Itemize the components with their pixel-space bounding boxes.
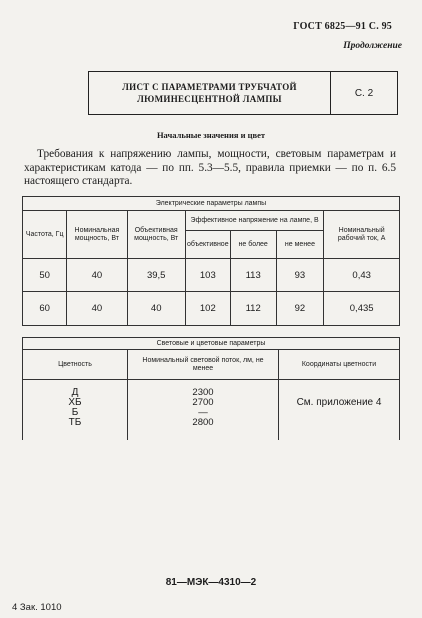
table-cell: 40	[127, 292, 185, 326]
table-cell: 39,5	[127, 259, 185, 292]
requirements-paragraph: Требования к напряжению лампы, мощности, световым параметрам и характеристикам катода — по пп. 5.3—5.5, правила приемки — по п. 6.5 настоящего стандарта.	[24, 148, 396, 187]
table-cell: 92	[276, 292, 324, 326]
sheet-title: ЛИСТ С ПАРАМЕТРАМИ ТРУБЧАТОЙ ЛЮМИНЕСЦЕНТНОЙ ЛАМПЫ	[89, 72, 331, 114]
color-d: Д	[71, 387, 79, 398]
electrical-parameters-table	[22, 196, 400, 326]
col-voltage-min: не менее	[276, 231, 324, 259]
color-list	[23, 380, 128, 440]
table-cell: 103	[185, 259, 230, 292]
color-tb: ТБ	[68, 417, 82, 428]
col-voltage-group: Эффективное напряжение на лампе, В	[185, 211, 323, 231]
table-cell: 112	[230, 292, 276, 326]
coords-note: См. приложение 4	[279, 380, 400, 440]
gost-page-header: ГОСТ 6825—91 С. 95	[293, 21, 392, 32]
section-title: Начальные значения и цвет	[156, 130, 266, 140]
col-color: Цветность	[23, 350, 128, 380]
table-cell: 40	[67, 292, 127, 326]
col-color-coordinates: Координаты цветности	[279, 350, 400, 380]
electrical-table-title: Электрические параметры лампы	[23, 197, 400, 211]
document-code: 81—МЭК—4310—2	[165, 577, 257, 588]
flux-d: 2300	[192, 387, 214, 398]
table-cell: 0,435	[324, 292, 400, 326]
table-cell: 0,43	[324, 259, 400, 292]
col-voltage-objective: объективное	[185, 231, 230, 259]
flux-khb: 2700	[192, 397, 214, 408]
col-current: Номинальный рабочий ток, А	[324, 211, 400, 259]
sheet-number: С. 2	[354, 87, 374, 99]
col-objective-power: Объективная мощность, Вт	[127, 211, 185, 259]
table-cell: 60	[23, 292, 67, 326]
table-cell: 50	[23, 259, 67, 292]
table-row	[23, 259, 400, 292]
sheet-title-box	[88, 71, 398, 115]
color-khb: ХБ	[68, 397, 82, 408]
photometric-table-title: Световые и цветовые параметры	[23, 338, 400, 350]
flux-tb: 2800	[192, 417, 214, 428]
photometric-parameters-table	[22, 337, 400, 440]
table-cell: 102	[185, 292, 230, 326]
col-luminous-flux: Номинальный световой поток, лм, не менее	[128, 350, 279, 380]
table-cell: 93	[276, 259, 324, 292]
table-row	[23, 380, 400, 440]
table-row	[23, 292, 400, 326]
col-nominal-power: Номинальная мощность, Вт	[67, 211, 127, 259]
color-b: Б	[71, 407, 79, 418]
continuation-label: Продолжение	[343, 41, 402, 51]
table-cell: 113	[230, 259, 276, 292]
order-number: 4 Зак. 1010	[12, 602, 62, 613]
flux-b: —	[198, 407, 208, 418]
flux-list	[128, 380, 279, 440]
col-voltage-max: не более	[230, 231, 276, 259]
table-cell: 40	[67, 259, 127, 292]
col-frequency: Частота, Гц	[23, 211, 67, 259]
